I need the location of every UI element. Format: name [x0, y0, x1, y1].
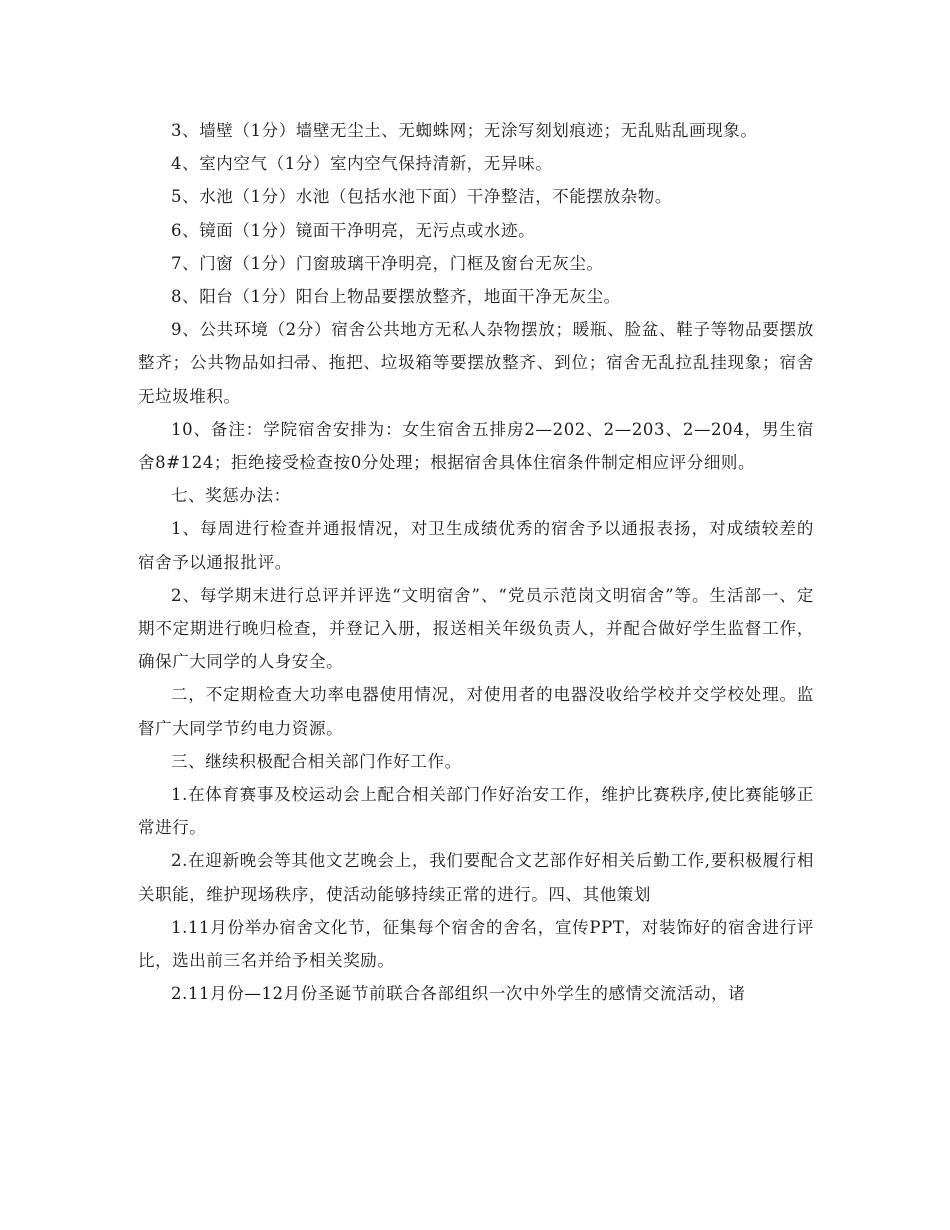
- paragraph-sports-events: 1.在体育赛事及校运动会上配合相关部门作好治安工作，维护比赛秩序,使比赛能够正常进行。: [138, 785, 814, 838]
- paragraph-mirror: 6、镜面（1分）镜面干净明亮，无污点或水迹。: [171, 220, 536, 240]
- paragraph-weekly-check: 1、每周进行检查并通报情况，对卫生成绩优秀的宿舍予以通报表扬，对成绩较差的宿舍予以通报批评。: [138, 519, 814, 572]
- paragraph-exchange-activity: 2.11月份—12月份圣诞节前联合各部组织一次中外学生的感情交流活动，诸: [171, 984, 746, 1004]
- paragraph-culture-festival: 1.11月份举办宿舍文化节，征集每个宿舍的舍名，宣传PPT，对装饰好的宿舍进行评比，选出前三名并给予相关奖励。: [138, 917, 814, 971]
- paragraph-term-evaluation: 2、每学期末进行总评并评选“文明宿舍”、“党员示范岗文明宿舍”等。生活部一、定期不定期进行晚归检查，并登记入册，报送相关年级负责人，并配合做好学生监督工作，确保广大同学的人身安全。: [138, 585, 814, 672]
- paragraph-evening-party: 2.在迎新晚会等其他文艺晚会上，我们要配合文艺部作好相关后勤工作,要积极履行相关职能，维护现场秩序，使活动能够持续正常的进行。四、其他策划: [138, 851, 814, 904]
- paragraph-indoor-air: 4、室内空气（1分）室内空气保持清新，无异味。: [171, 154, 553, 174]
- paragraph-doors-windows: 7、门窗（1分）门窗玻璃干净明亮，门框及窗台无灰尘。: [171, 253, 604, 273]
- paragraph-public-environment: 9、公共环境（2分）宿舍公共地方无私人杂物摆放；暖瓶、脸盆、鞋子等物品要摆放整齐；公共物品如扫帚、拖把、垃圾箱等要摆放整齐、到位；宿舍无乱拉乱挂现象；宿舍无垃圾堆积。: [138, 320, 814, 406]
- section-heading-rewards: 七、奖惩办法：: [171, 486, 291, 506]
- paragraph-sink: 5、水池（1分）水池（包括水池下面）干净整洁，不能摆放杂物。: [171, 187, 672, 207]
- document-body: [138, 114, 814, 1010]
- paragraph-wall: 3、墙壁（1分）墙壁无尘土、无蜘蛛网；无涂写刻划痕迹；无乱贴乱画现象。: [171, 121, 758, 140]
- paragraph-balcony: 8、阳台（1分）阳台上物品要摆放整齐，地面干净无灰尘。: [171, 287, 621, 307]
- paragraph-remarks: 10、备注：学院宿舍安排为：女生宿舍五排房2—202、2—203、2—204，男生宿舍8#124；拒绝接受检查按0分处理；根据宿舍具体住宿条件制定相应评分细则。: [138, 419, 814, 473]
- section-heading-cooperate: 三、继续积极配合相关部门作好工作。: [171, 751, 462, 771]
- paragraph-appliance-check: 二，不定期检查大功率电器使用情况，对使用者的电器没收给学校并交学校处理。监督广大同学节约电力资源。: [138, 685, 814, 738]
